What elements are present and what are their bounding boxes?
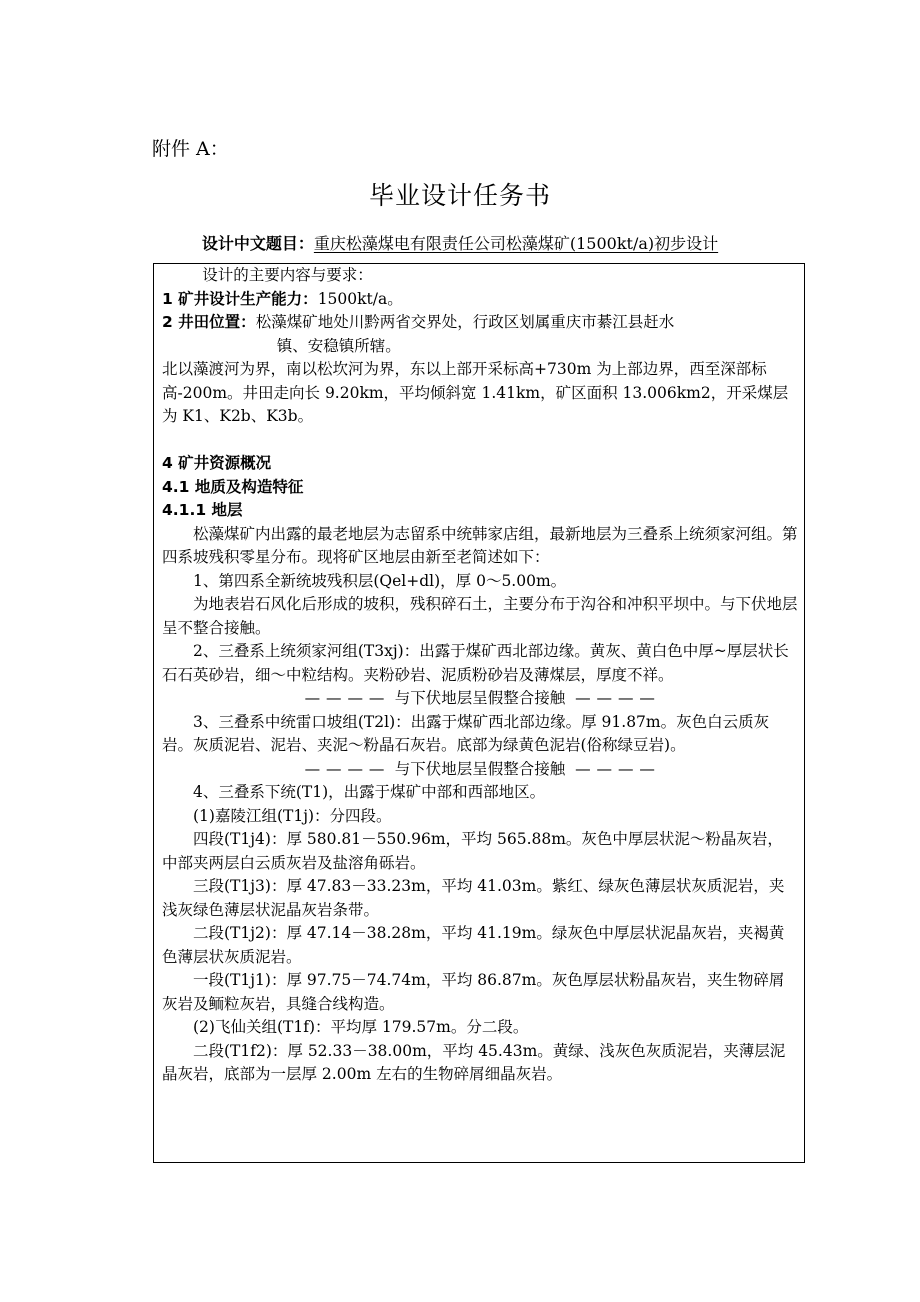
- t1j4-paragraph: 四段(T1j4)：厚 580.81－550.96m，平均 565.88m。灰色中厚层状泥～粉晶灰岩，中部夹两层白云质灰岩及盐溶角砾岩。: [162, 830, 783, 872]
- leikoupo-paragraph: 3、三叠系中统雷口坡组(T2l)：出露于煤矿西北部边缘。厚 91.87m。灰色白云质灰岩。灰质泥岩、泥岩、夹泥～粉晶石灰岩。底部为绿黄色泥岩(俗称绿豆岩)。: [162, 712, 770, 754]
- xujiahe-paragraph: 2、三叠系上统须家河组(T3xj)：出露于煤矿西北部边缘。黄灰、黄白色中厚~厚层状长石石英砂岩，细～中粒结构。夹粉砂岩、泥质粉砂岩及薄煤层，厚度不祥。: [162, 642, 789, 684]
- separator-bar-right: — — — —: [575, 759, 656, 778]
- design-subject: [0, 231, 920, 254]
- location-text-2: 镇、安稳镇所辖。: [276, 336, 401, 355]
- separator-bar-left: — — — —: [304, 759, 385, 778]
- quaternary-detail-paragraph: 为地表岩石风化后形成的坡积，残积碎石土，主要分布于沟谷和冲积平坝中。与下伏地层呈不整合接触。: [162, 595, 798, 637]
- subject-value: 重庆松藻煤电有限责任公司松藻煤矿(1500kt/a)初步设计: [313, 234, 719, 253]
- separator-bar-right: — — — —: [575, 689, 656, 707]
- t1f2-paragraph: 二段(T1f2)：厚 52.33－38.00m，平均 45.43m。黄绿、浅灰色灰质泥岩，夹薄层泥晶灰岩，底部为一层厚 2.00m 左右的生物碎屑细晶灰岩。: [162, 1041, 786, 1083]
- t1j3-paragraph: 三段(T1j3)：厚 47.83－33.23m，平均 41.03m。紫红、绿灰色薄层状灰质泥岩，夹浅灰绿色薄层状泥晶灰岩条带。: [162, 877, 785, 919]
- contact-separator: [162, 687, 798, 711]
- capacity-value: 1500kt/a。: [317, 289, 403, 308]
- separator-text: 与下伏地层呈假整合接触: [394, 689, 566, 707]
- quaternary-paragraph: 1、第四系全新统坡残积层(Qel+dl)，厚 0～5.00m。: [193, 571, 567, 590]
- separator-bar-left: — — — —: [304, 689, 385, 707]
- blank-line: [162, 429, 798, 453]
- task-content-box: [153, 263, 805, 1163]
- capacity-label: 1 矿井设计生产能力：: [162, 289, 318, 308]
- lower-triassic-paragraph: 4、三叠系下统(T1)，出露于煤矿中部和西部地区。: [193, 783, 546, 801]
- location-line: [162, 311, 798, 335]
- intro-text: 设计的主要内容与要求：: [202, 266, 373, 284]
- feixianguan-paragraph: (2)飞仙关组(T1f)：平均厚 179.57m。分二段。: [193, 1018, 529, 1036]
- boundary-paragraph: 北以藻渡河为界，南以松坎河为界，东以上部开采标高+730m 为上部边界，西至深部标高-200m。井田走向长 9.20km，平均倾斜宽 1.41km，矿区面积 13.006km2，开采煤层为 K1、K2b、K3b。: [162, 360, 789, 425]
- task-content: [162, 264, 798, 1087]
- strata-intro-paragraph: 松藻煤矿内出露的最老地层为志留系中统韩家店组，最新地层为三叠系上统须家河组。第四系坡残积零星分布。现将矿区地层由新至老简述如下：: [162, 524, 798, 566]
- subject-label: 设计中文题目：: [201, 234, 314, 253]
- separator-text: 与下伏地层呈假整合接触: [394, 759, 566, 778]
- section-heading-4-1: 4.1 地质及构造特征: [162, 477, 304, 496]
- contact-separator: [162, 758, 798, 782]
- jialingjiang-paragraph: (1)嘉陵江组(T1j)：分四段。: [193, 806, 392, 825]
- section-heading-4: 4 矿井资源概况: [162, 454, 272, 472]
- location-label: 2 井田位置：: [162, 313, 256, 331]
- capacity-line: [162, 288, 798, 312]
- t1j1-paragraph: 一段(T1j1)：厚 97.75－74.74m，平均 86.87m。灰色厚层状粉晶灰岩，夹生物碎屑灰岩及鲕粒灰岩，具缝合线构造。: [162, 971, 785, 1013]
- t1j2-paragraph: 二段(T1j2)：厚 47.14－38.28m，平均 41.19m。绿灰色中厚层状泥晶灰岩，夹褐黄色薄层状灰质泥岩。: [162, 924, 785, 966]
- appendix-label: 附件 A：: [152, 138, 229, 160]
- location-text-1: 松藻煤矿地处川黔两省交界处，行政区划属重庆市綦江县赶水: [255, 313, 675, 331]
- document-title: 毕业设计任务书: [368, 181, 551, 210]
- section-heading-4-1-1: 4.1.1 地层: [162, 501, 243, 519]
